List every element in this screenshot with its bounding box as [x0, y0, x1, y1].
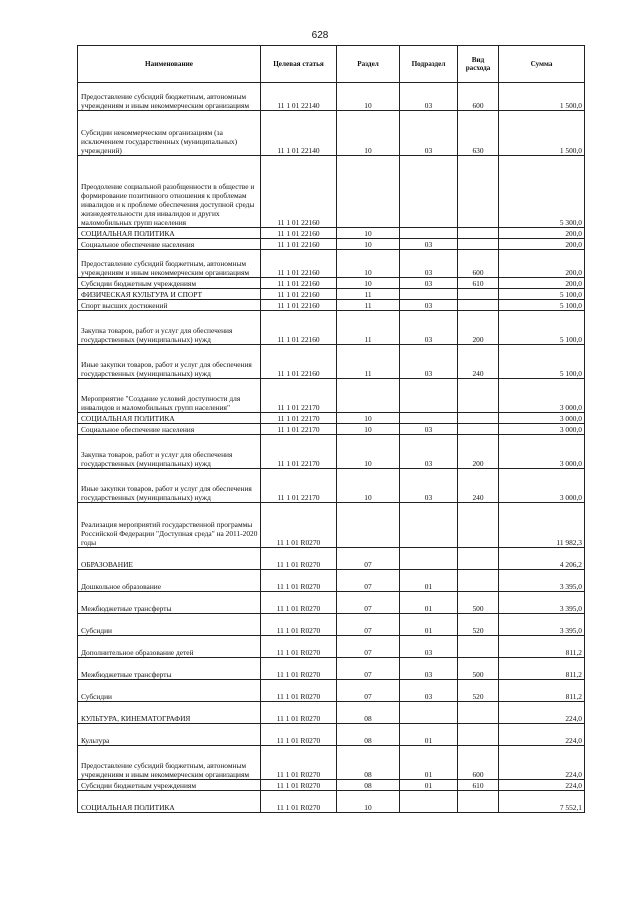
cell-name: Дополнительное образование детей — [78, 636, 261, 658]
cell-name: Дошкольное образование — [78, 570, 261, 592]
cell-target: 11 1 01 R0270 — [261, 724, 337, 746]
cell-type — [458, 702, 499, 724]
cell-type: 610 — [458, 278, 499, 289]
cell-name: Предоставление субсидий бюджетным, автономным учреждениям и иным некоммерческим организациям — [78, 83, 261, 111]
header-section: Раздел — [337, 46, 400, 83]
cell-sum: 5 300,0 — [499, 156, 585, 228]
cell-name: Закупка товаров, работ и услуг для обеспечения государственных (муниципальных) нужд — [78, 435, 261, 469]
cell-section: 11 — [337, 311, 400, 345]
cell-sum: 200,0 — [499, 250, 585, 278]
cell-section — [337, 503, 400, 548]
cell-type — [458, 724, 499, 746]
cell-target: 11 1 01 R0270 — [261, 592, 337, 614]
cell-name: Предоставление субсидий бюджетным, автономным учреждениям и иным некоммерческим организациям — [78, 250, 261, 278]
cell-sum: 224,0 — [499, 746, 585, 780]
cell-target: 11 1 01 22160 — [261, 300, 337, 311]
cell-subsection — [400, 228, 458, 239]
cell-type: 200 — [458, 311, 499, 345]
cell-sum: 3 000,0 — [499, 379, 585, 413]
cell-type — [458, 424, 499, 435]
cell-section: 07 — [337, 658, 400, 680]
table-row — [78, 239, 585, 250]
cell-type: 240 — [458, 345, 499, 379]
cell-subsection: 03 — [400, 424, 458, 435]
cell-name: Преодоление социальной разобщенности в обществе и формирование позитивного отношения к проблемам инвалидов и к проблеме обеспечения доступной среды жизнедеятельности для инвалидов и других маломобильных групп населения — [78, 156, 261, 228]
cell-target: 11 1 01 R0270 — [261, 636, 337, 658]
cell-name: Субсидии бюджетным учреждениям — [78, 780, 261, 791]
cell-section: 10 — [337, 413, 400, 424]
cell-target: 11 1 01 R0270 — [261, 702, 337, 724]
cell-sum: 4 206,2 — [499, 548, 585, 570]
table-row — [78, 345, 585, 379]
cell-target: 11 1 01 R0270 — [261, 746, 337, 780]
table-row — [78, 702, 585, 724]
cell-sum: 3 395,0 — [499, 592, 585, 614]
cell-sum: 5 100,0 — [499, 311, 585, 345]
cell-name: Предоставление субсидий бюджетным, автономным учреждениям и иным некоммерческим организациям — [78, 746, 261, 780]
cell-sum: 200,0 — [499, 228, 585, 239]
cell-sum: 811,2 — [499, 636, 585, 658]
table-row — [78, 83, 585, 111]
cell-name: Культура — [78, 724, 261, 746]
cell-subsection: 03 — [400, 250, 458, 278]
cell-target: 11 1 01 R0270 — [261, 791, 337, 813]
cell-section: 10 — [337, 278, 400, 289]
cell-sum: 1 500,0 — [499, 111, 585, 156]
cell-section: 11 — [337, 300, 400, 311]
page-number: 628 — [311, 30, 329, 41]
cell-subsection: 01 — [400, 570, 458, 592]
cell-name: Иные закупки товаров, работ и услуг для обеспечения государственных (муниципальных) нужд — [78, 469, 261, 503]
cell-target: 11 1 01 22170 — [261, 469, 337, 503]
cell-subsection — [400, 379, 458, 413]
cell-section — [337, 379, 400, 413]
header-subsection: Подраздел — [400, 46, 458, 83]
cell-subsection: 03 — [400, 435, 458, 469]
cell-subsection: 01 — [400, 724, 458, 746]
table-row — [78, 636, 585, 658]
cell-name: Межбюджетные трансферты — [78, 658, 261, 680]
cell-section — [337, 156, 400, 228]
cell-section: 11 — [337, 345, 400, 379]
cell-type: 500 — [458, 592, 499, 614]
cell-type — [458, 548, 499, 570]
table-row — [78, 379, 585, 413]
cell-target: 11 1 01 R0270 — [261, 614, 337, 636]
table-row — [78, 424, 585, 435]
cell-section: 08 — [337, 780, 400, 791]
cell-sum: 3 000,0 — [499, 424, 585, 435]
table-row — [78, 658, 585, 680]
table-row — [78, 592, 585, 614]
budget-table — [77, 45, 585, 813]
cell-type: 600 — [458, 746, 499, 780]
cell-section: 10 — [337, 424, 400, 435]
cell-name: ФИЗИЧЕСКАЯ КУЛЬТУРА И СПОРТ — [78, 289, 261, 300]
cell-target: 11 1 01 22140 — [261, 111, 337, 156]
cell-section: 10 — [337, 228, 400, 239]
table-row — [78, 228, 585, 239]
cell-sum: 811,2 — [499, 658, 585, 680]
cell-sum: 1 500,0 — [499, 83, 585, 111]
cell-name: Субсидии некоммерческим организациям (за исключением государственных (муниципальных) учреждений) — [78, 111, 261, 156]
cell-section: 10 — [337, 469, 400, 503]
cell-name: Субсидии бюджетным учреждениям — [78, 278, 261, 289]
table-row — [78, 289, 585, 300]
cell-name: Закупка товаров, работ и услуг для обеспечения государственных (муниципальных) нужд — [78, 311, 261, 345]
cell-section: 10 — [337, 250, 400, 278]
cell-target: 11 1 01 22160 — [261, 250, 337, 278]
cell-sum: 11 982,3 — [499, 503, 585, 548]
cell-target: 11 1 01 22140 — [261, 83, 337, 111]
cell-target: 11 1 01 R0270 — [261, 780, 337, 791]
header-type: Вид расхода — [458, 46, 499, 83]
cell-subsection: 01 — [400, 746, 458, 780]
cell-section: 10 — [337, 791, 400, 813]
cell-type — [458, 503, 499, 548]
header-target: Целевая статья — [261, 46, 337, 83]
cell-sum: 200,0 — [499, 239, 585, 250]
cell-type — [458, 413, 499, 424]
table-row — [78, 413, 585, 424]
table-row — [78, 111, 585, 156]
cell-subsection: 01 — [400, 614, 458, 636]
cell-target: 11 1 01 22160 — [261, 228, 337, 239]
cell-type — [458, 636, 499, 658]
cell-type — [458, 289, 499, 300]
cell-sum: 811,2 — [499, 680, 585, 702]
cell-name: Межбюджетные трансферты — [78, 592, 261, 614]
table-row — [78, 791, 585, 813]
cell-subsection — [400, 791, 458, 813]
cell-subsection: 03 — [400, 111, 458, 156]
cell-section: 07 — [337, 548, 400, 570]
cell-target: 11 1 01 R0270 — [261, 680, 337, 702]
cell-name: СОЦИАЛЬНАЯ ПОЛИТИКА — [78, 791, 261, 813]
cell-type — [458, 239, 499, 250]
header-sum: Сумма — [499, 46, 585, 83]
cell-subsection: 01 — [400, 780, 458, 791]
cell-target: 11 1 01 22160 — [261, 311, 337, 345]
cell-type: 600 — [458, 83, 499, 111]
cell-name: Субсидии — [78, 680, 261, 702]
cell-sum: 3 000,0 — [499, 413, 585, 424]
cell-type: 520 — [458, 614, 499, 636]
cell-target: 11 1 01 R0270 — [261, 548, 337, 570]
cell-section: 07 — [337, 570, 400, 592]
cell-subsection: 03 — [400, 345, 458, 379]
cell-section: 10 — [337, 83, 400, 111]
table-row — [78, 614, 585, 636]
cell-sum: 200,0 — [499, 278, 585, 289]
cell-subsection: 03 — [400, 636, 458, 658]
cell-type: 600 — [458, 250, 499, 278]
cell-section: 07 — [337, 636, 400, 658]
cell-subsection: 03 — [400, 469, 458, 503]
cell-subsection: 03 — [400, 658, 458, 680]
table-row — [78, 548, 585, 570]
cell-name: Субсидии — [78, 614, 261, 636]
cell-target: 11 1 01 R0270 — [261, 570, 337, 592]
cell-subsection — [400, 289, 458, 300]
cell-target: 11 1 01 22170 — [261, 379, 337, 413]
table-row — [78, 469, 585, 503]
cell-sum: 7 552,1 — [499, 791, 585, 813]
cell-name: СОЦИАЛЬНАЯ ПОЛИТИКА — [78, 228, 261, 239]
cell-name: Социальное обеспечение населения — [78, 239, 261, 250]
table-row — [78, 503, 585, 548]
cell-name: Социальное обеспечение населения — [78, 424, 261, 435]
table-row — [78, 680, 585, 702]
cell-target: 11 1 01 22170 — [261, 424, 337, 435]
cell-sum: 224,0 — [499, 780, 585, 791]
table-row — [78, 724, 585, 746]
cell-subsection: 01 — [400, 592, 458, 614]
cell-section: 10 — [337, 111, 400, 156]
table-row — [78, 570, 585, 592]
cell-subsection: 03 — [400, 300, 458, 311]
header-name: Наименование — [78, 46, 261, 83]
cell-name: Спорт высших достижений — [78, 300, 261, 311]
cell-section: 08 — [337, 724, 400, 746]
cell-section: 10 — [337, 435, 400, 469]
cell-section: 07 — [337, 680, 400, 702]
cell-sum: 5 100,0 — [499, 345, 585, 379]
cell-target: 11 1 01 22160 — [261, 156, 337, 228]
table-row — [78, 250, 585, 278]
cell-type: 200 — [458, 435, 499, 469]
cell-subsection — [400, 156, 458, 228]
table-row — [78, 278, 585, 289]
cell-sum: 5 100,0 — [499, 300, 585, 311]
cell-sum: 3 395,0 — [499, 614, 585, 636]
table-row — [78, 435, 585, 469]
cell-section: 07 — [337, 592, 400, 614]
cell-type — [458, 379, 499, 413]
cell-name: Мероприятие "Создание условий доступности для инвалидов и маломобильных групп населения" — [78, 379, 261, 413]
cell-target: 11 1 01 22160 — [261, 345, 337, 379]
cell-subsection: 03 — [400, 239, 458, 250]
table-row — [78, 300, 585, 311]
cell-target: 11 1 01 22170 — [261, 435, 337, 469]
cell-sum: 3 000,0 — [499, 435, 585, 469]
cell-section: 07 — [337, 614, 400, 636]
cell-type — [458, 228, 499, 239]
cell-subsection: 03 — [400, 680, 458, 702]
table-row — [78, 156, 585, 228]
cell-name: ОБРАЗОВАНИЕ — [78, 548, 261, 570]
cell-name: СОЦИАЛЬНАЯ ПОЛИТИКА — [78, 413, 261, 424]
cell-subsection: 03 — [400, 83, 458, 111]
cell-sum: 5 100,0 — [499, 289, 585, 300]
cell-type: 630 — [458, 111, 499, 156]
cell-subsection — [400, 503, 458, 548]
cell-name: Иные закупки товаров, работ и услуг для обеспечения государственных (муниципальных) нужд — [78, 345, 261, 379]
cell-section: 11 — [337, 289, 400, 300]
cell-type: 520 — [458, 680, 499, 702]
table-header-row — [78, 46, 585, 83]
cell-section: 08 — [337, 746, 400, 780]
cell-sum: 3 000,0 — [499, 469, 585, 503]
cell-target: 11 1 01 22170 — [261, 413, 337, 424]
cell-subsection: 03 — [400, 311, 458, 345]
cell-sum: 224,0 — [499, 702, 585, 724]
cell-name: Реализация мероприятий государственной программы Российской Федерации "Доступная среда" на 2011-2020 годы — [78, 503, 261, 548]
table-row — [78, 746, 585, 780]
cell-subsection — [400, 548, 458, 570]
cell-type — [458, 156, 499, 228]
cell-type: 610 — [458, 780, 499, 791]
cell-subsection: 03 — [400, 278, 458, 289]
cell-subsection — [400, 413, 458, 424]
cell-target: 11 1 01 22160 — [261, 239, 337, 250]
table-row — [78, 311, 585, 345]
cell-section: 10 — [337, 239, 400, 250]
cell-type: 500 — [458, 658, 499, 680]
cell-target: 11 1 01 22160 — [261, 289, 337, 300]
cell-sum: 224,0 — [499, 724, 585, 746]
cell-section: 08 — [337, 702, 400, 724]
cell-type — [458, 570, 499, 592]
cell-type — [458, 791, 499, 813]
cell-target: 11 1 01 R0270 — [261, 503, 337, 548]
cell-target: 11 1 01 22160 — [261, 278, 337, 289]
cell-subsection — [400, 702, 458, 724]
table-body — [78, 83, 585, 813]
cell-type: 240 — [458, 469, 499, 503]
cell-name: КУЛЬТУРА, КИНЕМАТОГРАФИЯ — [78, 702, 261, 724]
cell-target: 11 1 01 R0270 — [261, 658, 337, 680]
cell-sum: 3 395,0 — [499, 570, 585, 592]
table-row — [78, 780, 585, 791]
cell-type — [458, 300, 499, 311]
